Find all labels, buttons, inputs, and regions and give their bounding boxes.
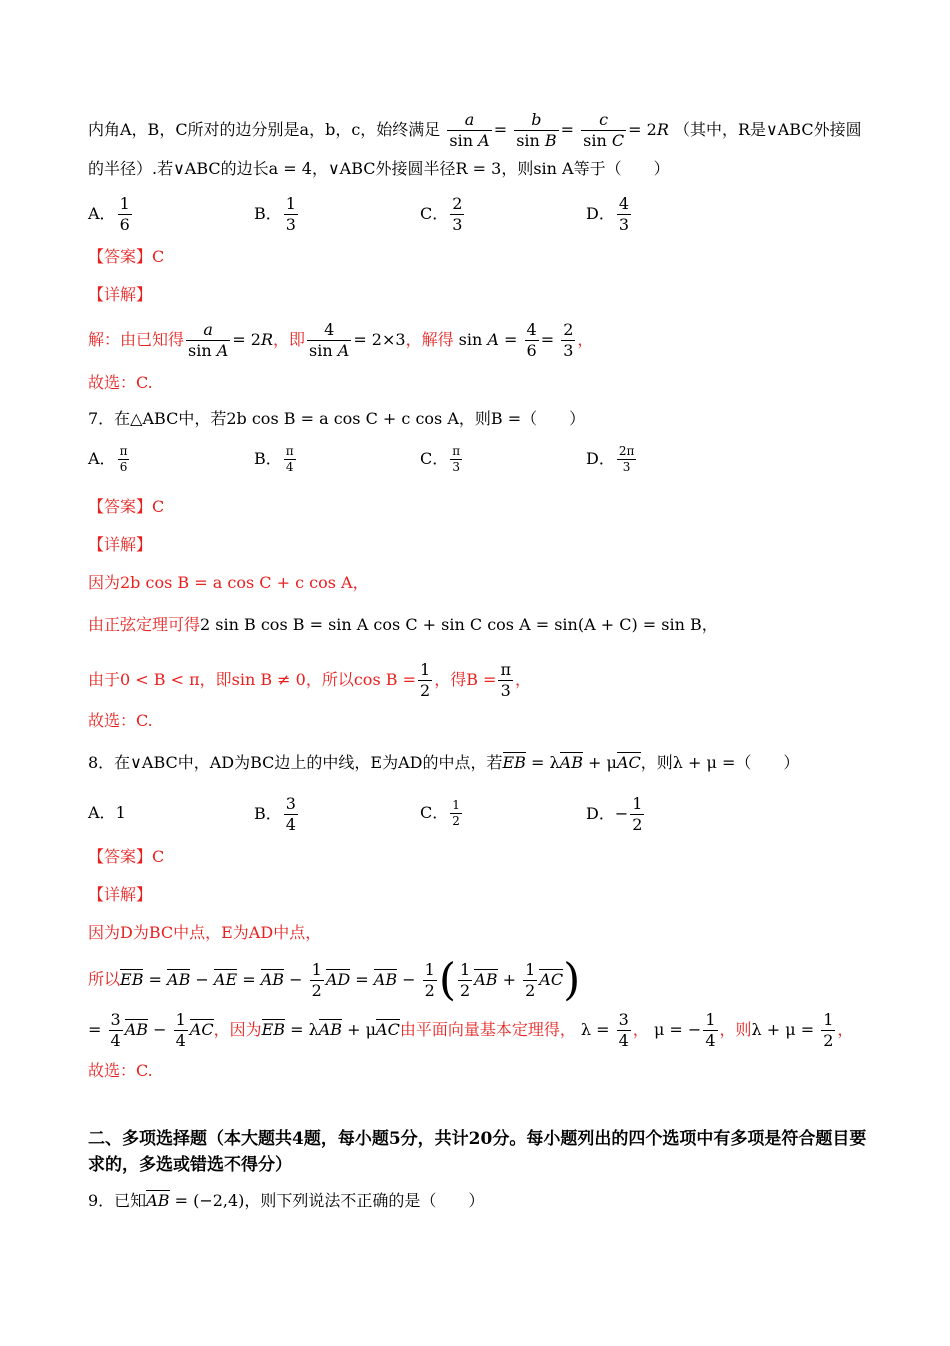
q6-frac-a-sinA: $\frac{a}{\text{sin A}}$ — [449, 110, 490, 150]
q6-option-b: B． $\frac{1}{3}$ — [254, 194, 296, 234]
q6-detail-label: 【详解】 — [88, 285, 153, 304]
q7-solution-line2: 由正弦定理可得2 sin B cos B = sin A cos C + sin C cos A = sin(A + C) = sin B， — [88, 615, 718, 634]
q7-answer: 【答案】C — [88, 497, 165, 516]
q8-option-a: A．1 — [88, 803, 126, 822]
q6-stem-line1: 内角A，B，C所对的边分别是a，b，c，始终满足 $\frac{a}{\text{sin A}}$ = $\frac{b}{\text{sin B}}$ = $\frac{c}{\text{sin C}}$ = 2R （其中，R是∨ABC外接圆 — [88, 110, 862, 150]
q8-solution-line3: = $\frac{3}{4}$ AB − $\frac{1}{4}$ AC，因为EB = λAB + μAC由平面向量基本定理得， λ = $\frac{3}{4}$ ， μ = − $\frac{1}{4}$ ，则λ + μ = $\frac{1}{2}$ ， — [88, 1010, 854, 1050]
q7-option-d: D． $\frac{2\pi}{3}$ — [586, 444, 635, 474]
q8-conclusion: 故选：C. — [88, 1061, 153, 1080]
q6-conclusion: 故选：C. — [88, 373, 153, 392]
q6-option-a: A． $\frac{1}{6}$ — [88, 194, 130, 234]
q7-option-b: B． $\frac{\pi}{4}$ — [254, 444, 294, 474]
q7-option-c: C． $\frac{\pi}{3}$ — [420, 444, 461, 474]
q6-option-c: C． $\frac{2}{3}$ — [420, 194, 463, 234]
q8-solution-line1: 因为D为BC中点，E为AD中点， — [88, 923, 322, 942]
q8-stem: 8．在∨ABC中，AD为BC边上的中线，E为AD的中点，若EB = λAB + μAC，则λ + μ =（ ） — [88, 753, 800, 772]
q9-stem: 9．已知AB = (−2,4)，则下列说法不正确的是（ ） — [88, 1191, 485, 1210]
q7-conclusion: 故选：C. — [88, 711, 153, 730]
q6-frac-b-sinB: $\frac{b}{\text{sin B}}$ — [516, 110, 557, 150]
q8-option-c: C． $\frac{1}{2}$ — [420, 798, 460, 828]
q7-solution-line3: 由于0 < B < π，即sin B ≠ 0，所以cos B = $\frac{1}{2}$ ，得B = $\frac{\pi}{3}$ ， — [88, 660, 531, 700]
section-heading: 二、多项选择题（本大题共4题，每小题5分，共计20分。每小题列出的四个选项中有多项是符合题目要求的，多选或错选不得分） — [88, 1129, 867, 1175]
q8-option-d: D．− $\frac{1}{2}$ — [586, 794, 643, 834]
q7-solution-line1: 因为2b cos B = a cos C + c cos A， — [88, 573, 369, 592]
q6-frac-c-sinC: $\frac{c}{\text{sin C}}$ — [583, 110, 625, 150]
q8-solution-line2: 所以EB = AB − AE = AB − $\frac{1}{2}$ AD = AB − $\frac{1}{2}$ ( $\frac{1}{2}$ AB + $\frac{1}{2}$ AC) — [88, 954, 581, 1005]
q8-detail-label: 【详解】 — [88, 885, 153, 904]
q6-stem-text-tail: （其中，R是∨ABC外接圆 — [673, 120, 862, 139]
q7-option-a: A． $\frac{\pi}{6}$ — [88, 444, 128, 474]
q7-detail-label: 【详解】 — [88, 535, 153, 554]
q6-stem-text: 内角A，B，C所对的边分别是a，b，c，始终满足 — [88, 120, 441, 139]
q6-stem-line2: 的半径）.若∨ABC的边长a = 4，∨ABC外接圆半径R = 3，则sin A等于（ ） — [88, 159, 670, 178]
q7-stem: 7．在△ABC中，若2b cos B = a cos C + c cos A，则B =（ ） — [88, 409, 586, 428]
q6-option-d: D． $\frac{4}{3}$ — [586, 194, 630, 234]
q8-option-b: B． $\frac{3}{4}$ — [254, 794, 296, 834]
q6-answer: 【答案】C — [88, 247, 165, 266]
q8-answer: 【答案】C — [88, 847, 165, 866]
q6-solution: 解：由已知得 $\frac{a}{\text{sin A}}$ = 2R，即 $\frac{4}{\text{sin A}}$ = 2×3，解得 sin A = $\frac{4}{6}$ = $\frac{2}{3}$ ， — [88, 320, 594, 360]
